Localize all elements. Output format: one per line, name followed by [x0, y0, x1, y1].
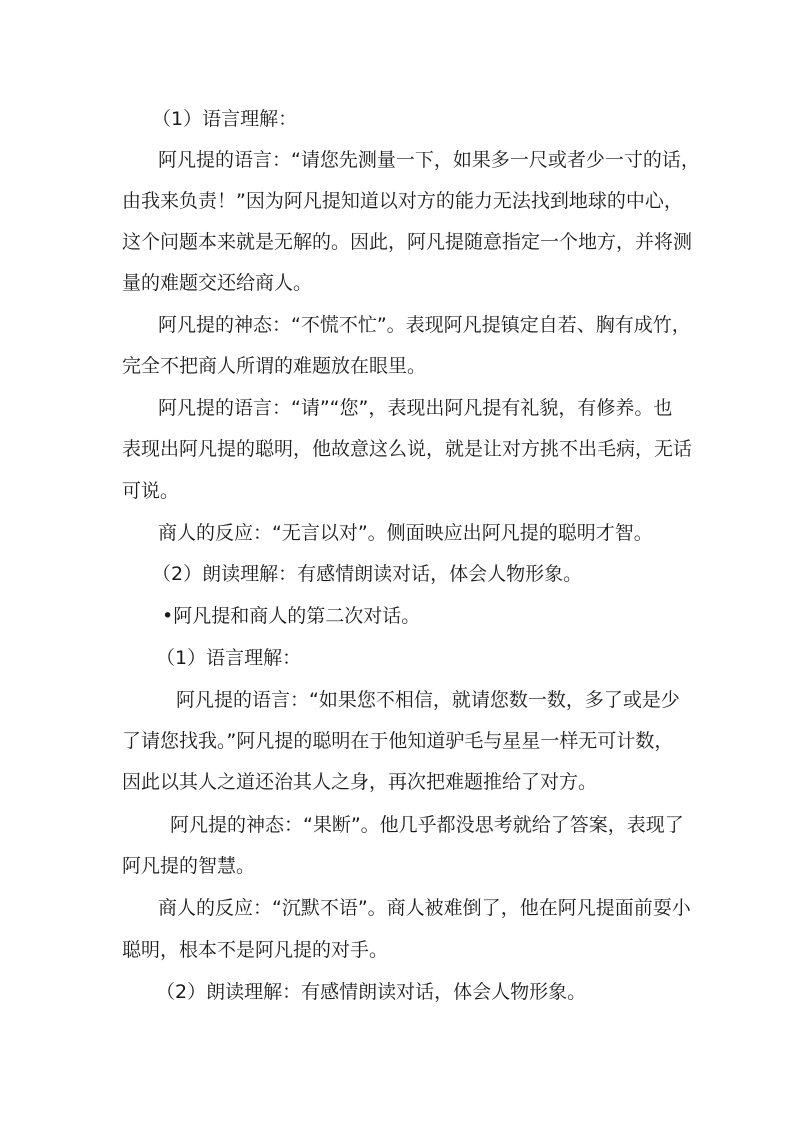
paragraph-line: 阿凡提的神态：“果断”。他几乎都没思考就给了答案，表现了 [170, 814, 684, 836]
paragraph-line: 因此以其人之道还治其人之身，再次把难题推给了对方。 [122, 771, 598, 793]
paragraph-line: 阿凡提的神态：“不慌不忙”。表现阿凡提镇定自若、胸有成竹， [158, 314, 691, 336]
paragraph-line: 阿凡提的语言：“如果您不相信，就请您数一数，多了或是少 [176, 689, 680, 711]
section-heading: （2）朗读理解：有感情朗读对话，体会人物形象。 [152, 563, 583, 585]
section-heading: （1）语言理解： [156, 647, 302, 669]
section-heading: （1）语言理解： [152, 108, 298, 130]
paragraph-line: 这个问题本来就是无解的。因此，阿凡提随意指定一个地方，并将测 [122, 231, 693, 253]
paragraph-line: 阿凡提的智慧。 [122, 855, 256, 877]
paragraph-line: 聪明，根本不是阿凡提的对手。 [122, 939, 389, 961]
paragraph-line: 完全不把商人所谓的难题放在眼里。 [122, 355, 427, 377]
paragraph-line: 表现出阿凡提的聪明，他故意这么说，就是让对方挑不出毛病，无话 [122, 438, 693, 460]
paragraph-line: 阿凡提的语言：“请”“您”，表现出阿凡提有礼貌，有修养。也 [158, 397, 673, 419]
paragraph-line: 可说。 [122, 480, 180, 502]
paragraph-line: 了请您找我。”阿凡提的聪明在于他知道驴毛与星星一样无可计数， [122, 730, 674, 752]
paragraph-line: 阿凡提的语言：“请您先测量一下，如果多一尺或者少一寸的话， [158, 149, 700, 171]
section-heading: （2）朗读理解：有感情朗读对话，体会人物形象。 [156, 981, 587, 1003]
paragraph-line: 商人的反应：“沉默不语”。商人被难倒了，他在阿凡提面前耍小 [158, 897, 691, 919]
paragraph-line: 量的难题交还给商人。 [122, 272, 313, 294]
paragraph-line: 由我来负责！”因为阿凡提知道以对方的能力无法找到地球的中心， [122, 190, 683, 212]
paragraph-line: 商人的反应：“无言以对”。侧面映应出阿凡提的聪明才智。 [158, 522, 653, 544]
bullet-heading: •阿凡提和商人的第二次对话。 [162, 605, 421, 627]
